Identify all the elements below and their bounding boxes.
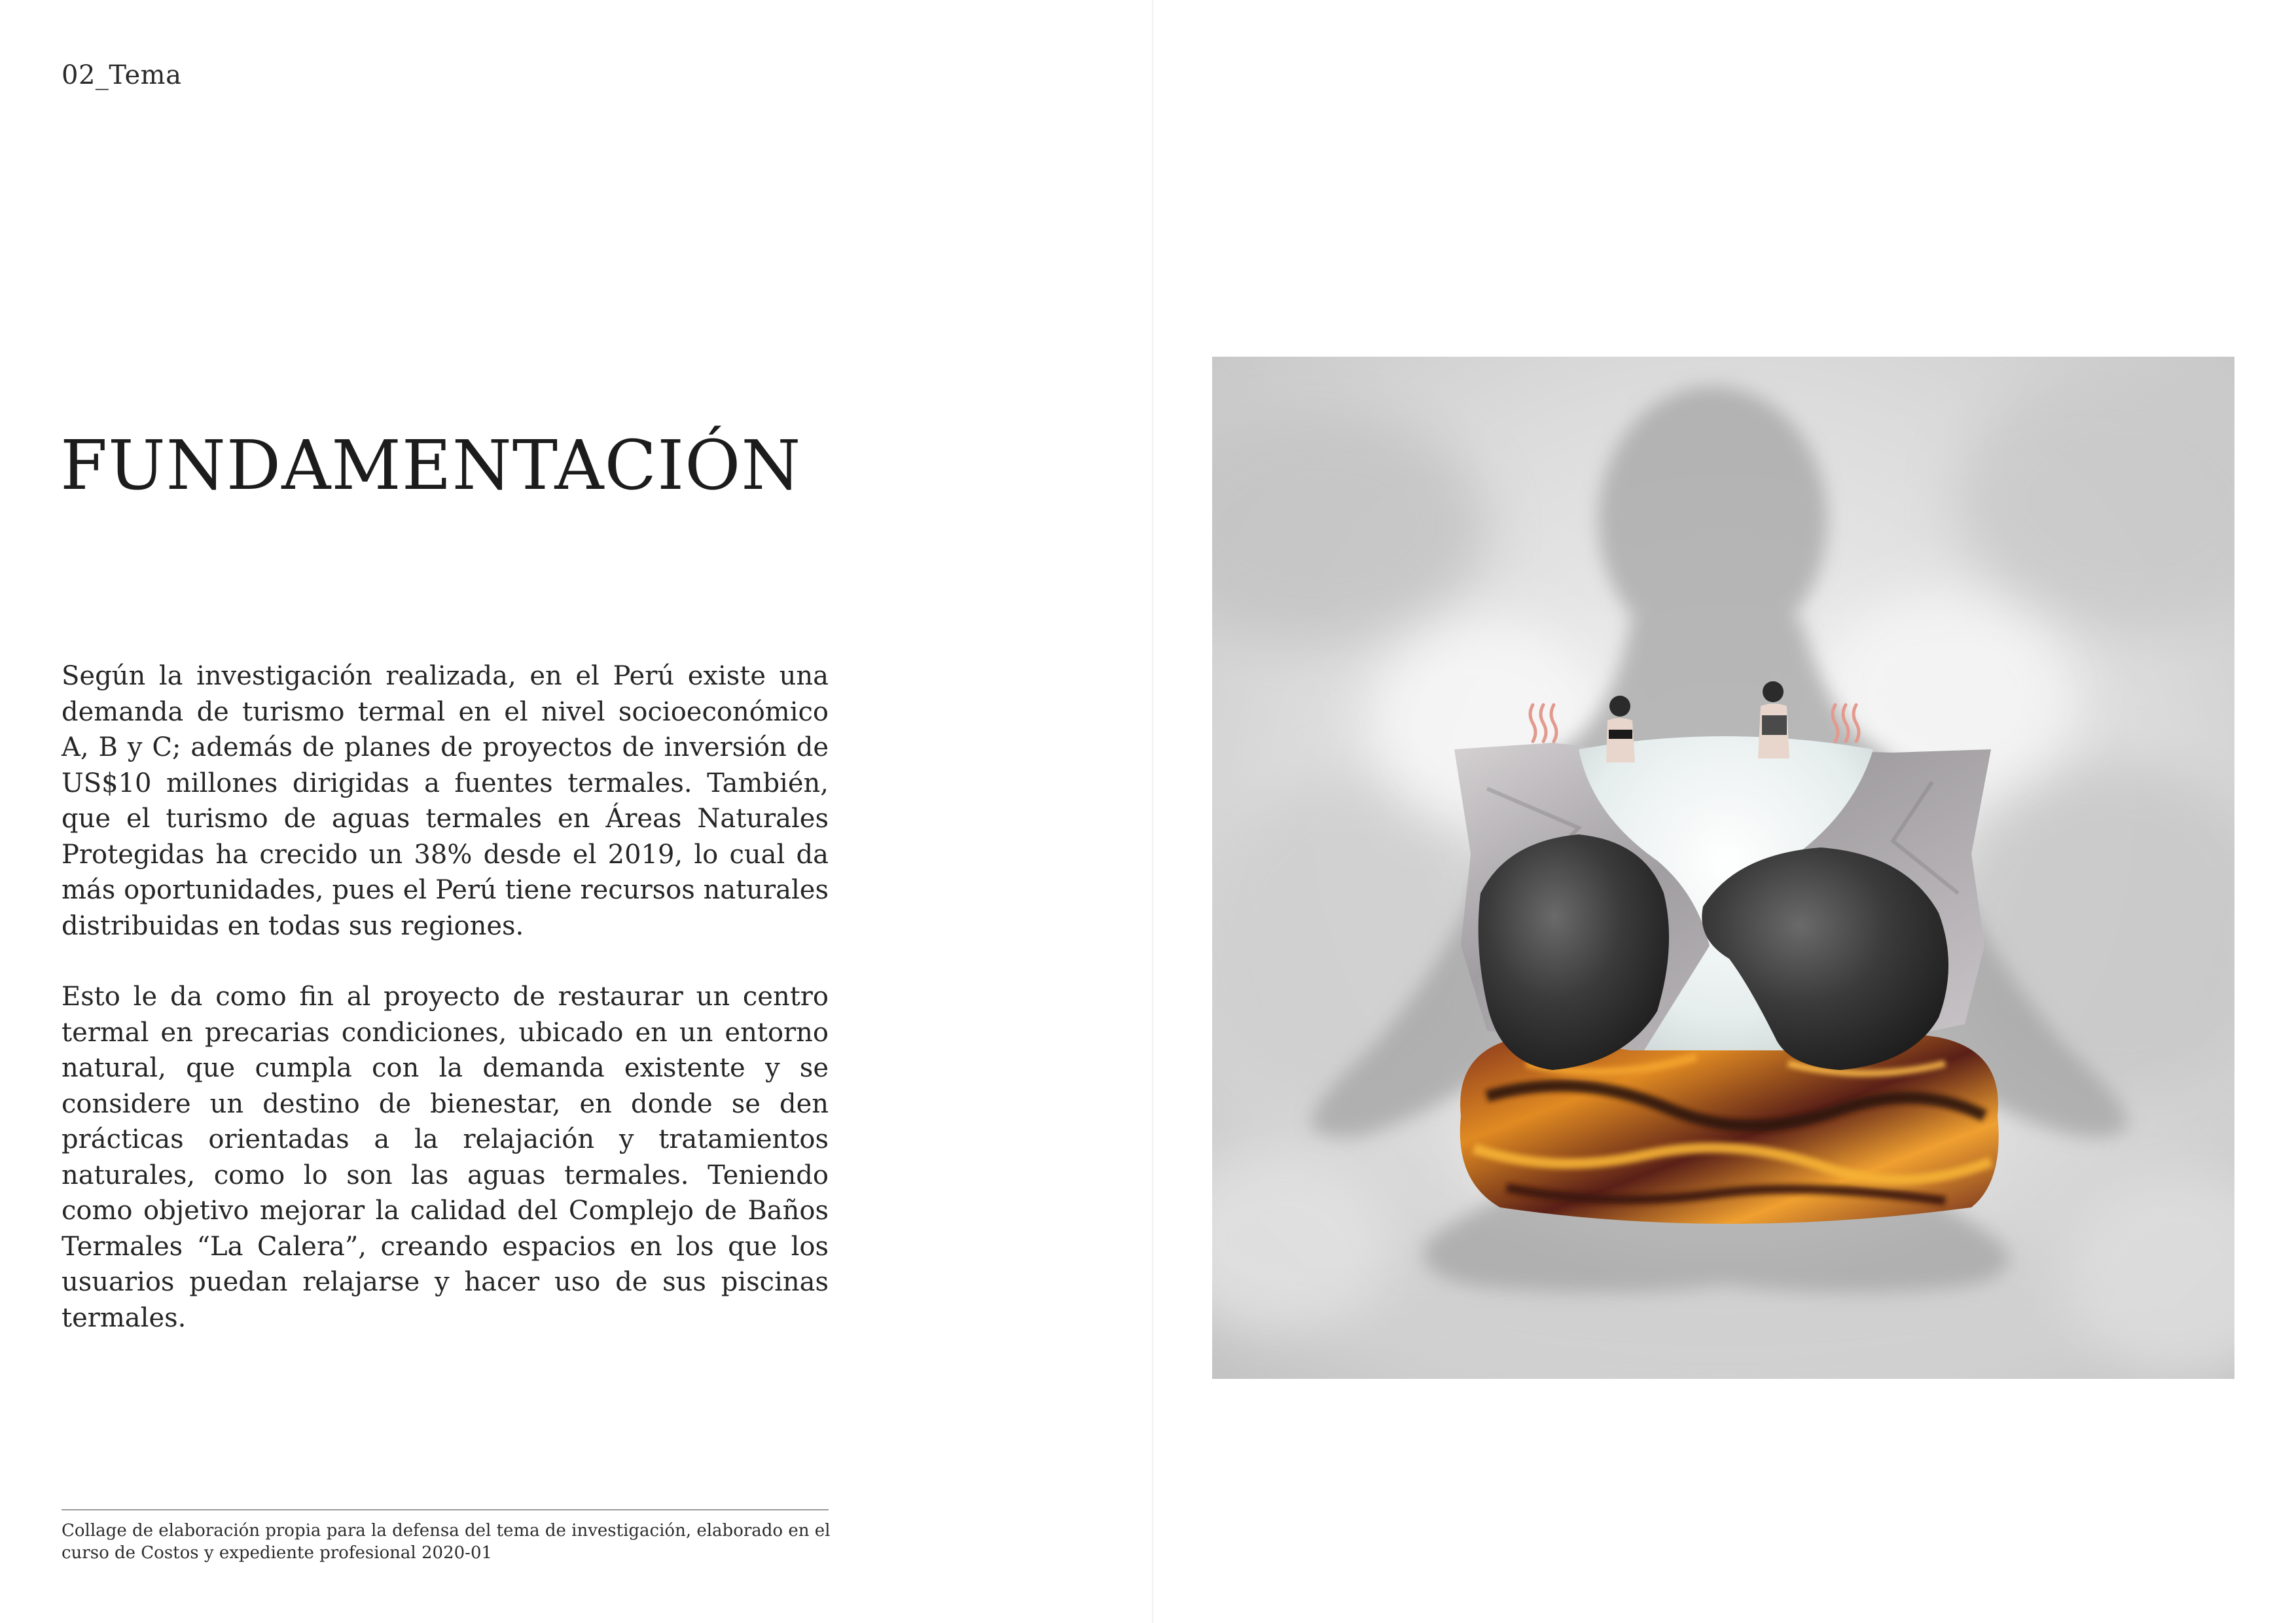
paragraph-1: Según la investigación realizada, en el Perú existe una demanda de turismo termal en el nivel socioeconómico A, B y C; además de planes de proyectos de inversión de US$10 millones dirigidas a fuentes termales. También, que el turismo de aguas termales en Áreas Naturales Protegidas ha crecido un 38% desde el 2019, lo cual da más oportunidades, pues el Perú tiene recursos naturales distribuidas en todas sus regiones. bbox=[62, 661, 829, 941]
section-label: 02_Tema bbox=[62, 60, 182, 90]
paragraph-2: Esto le da como fin al proyecto de restaurar un centro termal en precarias condiciones, ubicado en un entorno natural, que cumpla con la demanda existente y se considere un destino de bienestar, en donde se den prácticas orientadas a la relajación y tratamientos naturales, como lo son las aguas termales. Teniendo como objetivo mejorar la calidad del Complejo de Baños Termales “La Calera”, creando espacios en los que los usuarios puedan relajarse y hacer uso de sus piscinas termales. bbox=[62, 982, 829, 1333]
collage-image bbox=[1212, 357, 2234, 1379]
body-text bbox=[62, 658, 829, 1371]
caption-divider bbox=[62, 1509, 829, 1510]
collage-illustration bbox=[1212, 357, 2234, 1379]
page-title: FUNDAMENTACIÓN bbox=[60, 425, 802, 505]
figure-caption: Collage de elaboración propia para la defensa del tema de investigación, elaborado en el curso de Costos y expediente profesional 2020-01 bbox=[62, 1521, 831, 1563]
